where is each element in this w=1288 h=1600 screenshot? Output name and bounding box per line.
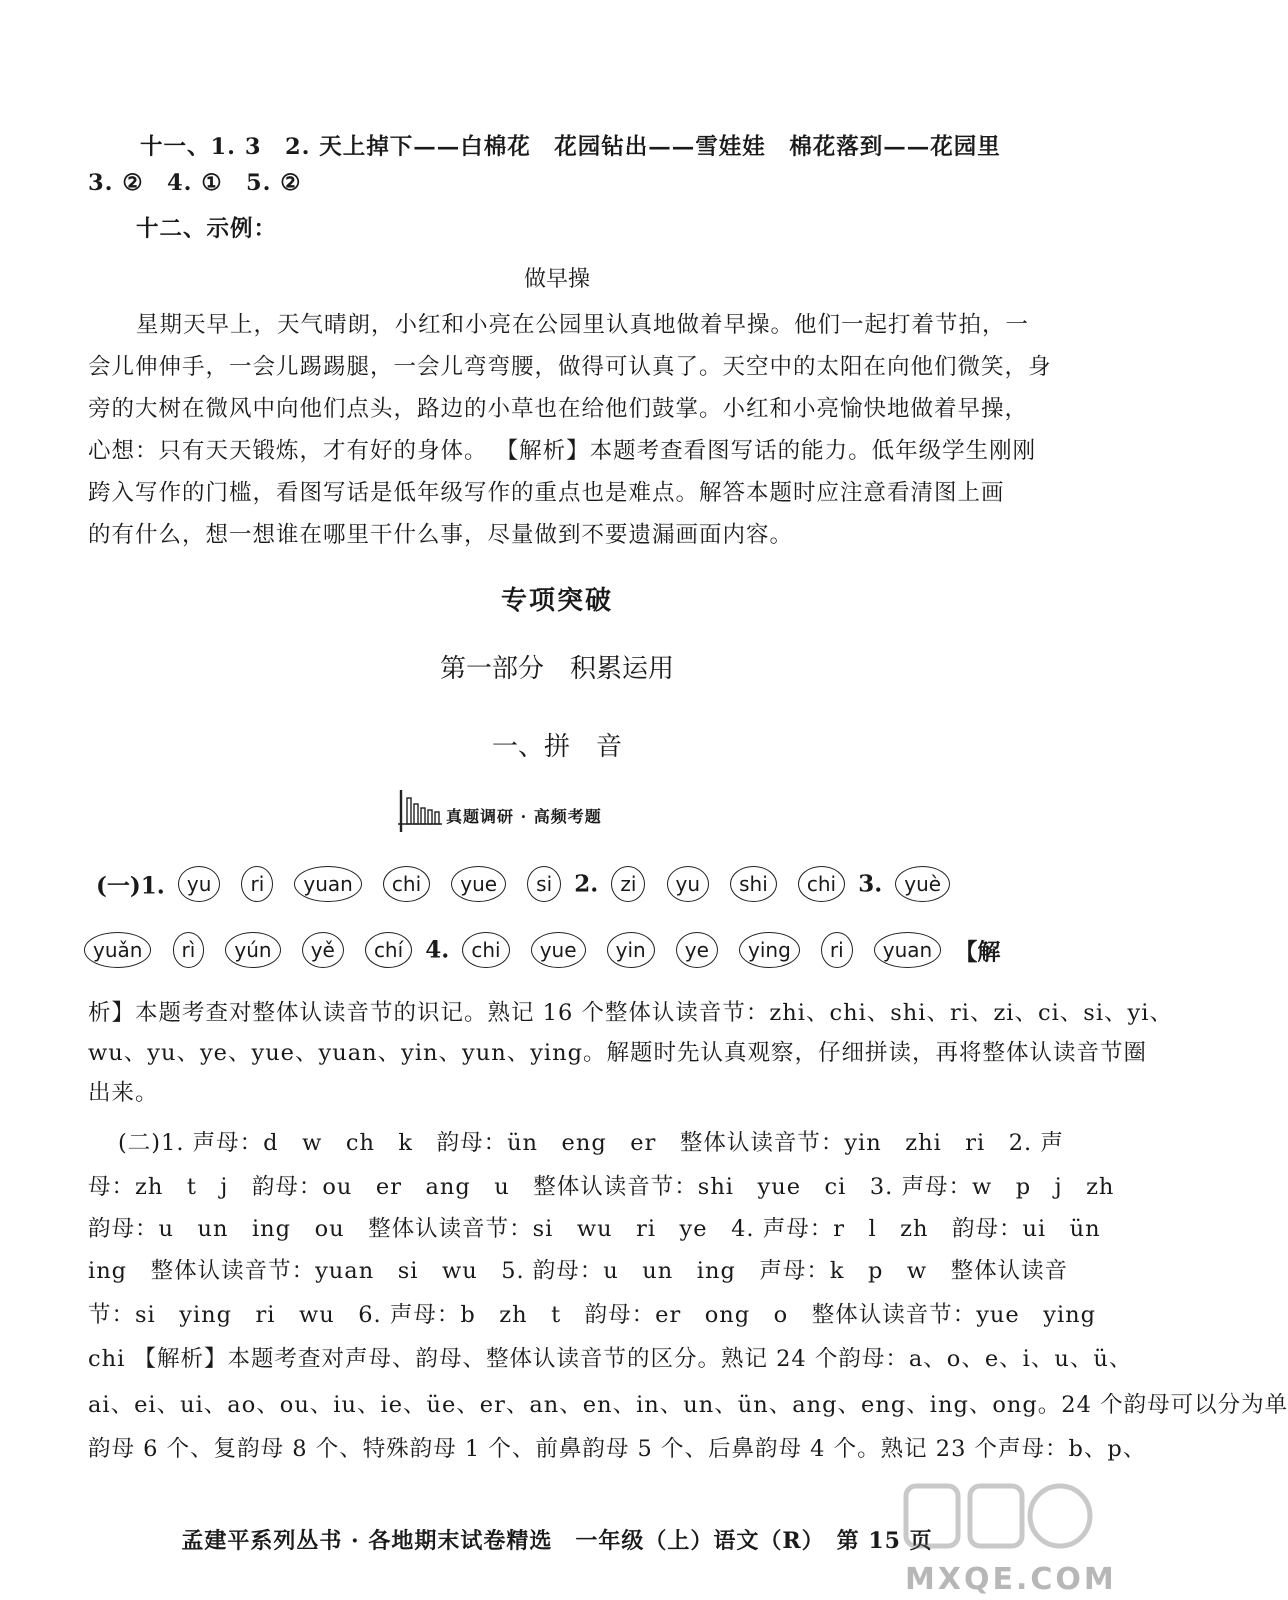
explain2-line: ai、ei、ui、ao、ou、iu、ie、üe、er、an、en、in、un、ün、ang、eng、ing、ong。24 个韵母可以分为单 — [88, 1392, 1288, 1418]
circled-syllable: yuǎn — [84, 932, 151, 968]
circled-syllable: si — [527, 866, 561, 902]
circled-syllable: ye — [676, 932, 718, 968]
circled-syllable: yuè — [895, 866, 950, 902]
explain-line: 析】本题考查对整体认读音节的识记。熟记 16 个整体认读音节：zhi、chi、shi、ri、zi、ci、si、yi、 — [88, 1000, 1173, 1026]
question-label: 4. — [425, 936, 450, 964]
circled-syllable: yu — [178, 866, 221, 902]
essay-line: 旁的大树在微风中向他们点头，路边的小草也在给他们鼓掌。小红和小亮愉快地做着早操， — [88, 396, 1029, 422]
circled-syllable: yún — [225, 932, 280, 968]
circled-syllable: ying — [739, 932, 800, 968]
circled-syllable: rì — [173, 932, 205, 968]
essay-line: 跨入写作的门槛，看图写话是低年级写作的重点也是难点。解答本题时应注意看清图上画 — [88, 480, 1005, 506]
chapter-heading: 一、拼 音 — [491, 732, 622, 762]
explain2-line: 节：si ying ri wu 6. 声母：b zh t 韵母：er ong o 整体认读音节：yue ying — [88, 1302, 1097, 1328]
explain-line: wu、yu、ye、yue、yuan、yin、yun、ying。解题时先认真观察，仔细拼读，再将整体认读音节圈 — [88, 1040, 1147, 1066]
essay-line: 会儿伸伸手，一会儿踢踢腿，一会儿弯弯腰，做得可认真了。天空中的太阳在向他们微笑，身 — [88, 354, 1052, 380]
part-heading: 第一部分 积累运用 — [439, 654, 674, 684]
circled-syllable: yue — [451, 866, 506, 902]
circled-syllable: yuan — [294, 866, 361, 902]
question-label: (一)1. — [96, 872, 165, 900]
circled-syllable: ri — [821, 932, 853, 968]
explain2-line: 母：zh t j 韵母：ou er ang u 整体认读音节：shi yue ci 3. 声母：w p j zh — [88, 1174, 1115, 1200]
answer-line-12: 十二、示例： — [136, 216, 278, 242]
analysis-tag: 【解 — [954, 938, 1001, 966]
question-label: 3. — [858, 870, 883, 898]
circled-syllable: chi — [798, 866, 845, 902]
section-heading: 专项突破 — [500, 586, 613, 616]
circled-syllable: ri — [241, 866, 273, 902]
circled-syllable: chi — [462, 932, 509, 968]
explain2-line: chi 【解析】本题考查对声母、韵母、整体认读音节的区分。熟记 24 个韵母：a、o、e、i、u、ü、 — [88, 1346, 1133, 1372]
page-footer: 孟建平系列丛书 · 各地期末试卷精选 一年级（上）语文（R） 第 15 页 — [181, 1528, 933, 1554]
explain2-line: 韵母 6 个、复韵母 8 个、特殊韵母 1 个、前鼻韵母 5 个、后鼻韵母 4 个。熟记 23 个声母：b、p、 — [88, 1436, 1147, 1462]
answer-line-11: 十一、1. 3 2. 天上掉下——白棉花 花园钻出——雪娃娃 棉花落到——花园里 — [140, 134, 1001, 160]
essay-line: 星期天早上，天气晴朗，小红和小亮在公园里认真地做着早操。他们一起打着节拍，一 — [136, 312, 1030, 338]
circled-syllable: yě — [302, 932, 344, 968]
pinyin-row-1 — [96, 866, 958, 902]
circled-syllable: shi — [730, 866, 777, 902]
explain-line: 出来。 — [88, 1080, 159, 1106]
bar-chart-icon — [398, 790, 442, 832]
circled-syllable: yuan — [874, 932, 941, 968]
circled-syllable: chí — [365, 932, 412, 968]
circled-syllable: yue — [531, 932, 586, 968]
circled-syllable: chi — [383, 866, 430, 902]
answer-line-11-cont: 3. ② 4. ① 5. ② — [88, 170, 302, 196]
circled-syllable: yu — [667, 866, 710, 902]
essay-title: 做早操 — [523, 267, 590, 292]
watermark-text: MXQE.COM — [905, 1562, 1117, 1597]
circled-syllable: zi — [611, 866, 645, 902]
question-label: 2. — [574, 870, 599, 898]
banner-label: 真题调研 · 高频考题 — [446, 807, 602, 826]
pinyin-row-2 — [76, 932, 1000, 968]
explain2-line: 韵母：u un ing ou 整体认读音节：si wu ri ye 4. 声母：r l zh 韵母：ui ün — [88, 1216, 1101, 1242]
essay-line: 心想：只有天天锻炼，才有好的身体。 【解析】本题考查看图写话的能力。低年级学生刚刚 — [88, 438, 1037, 464]
circled-syllable: yin — [607, 932, 655, 968]
explain2-line: ing 整体认读音节：yuan si wu 5. 韵母：u un ing 声母：k p w 整体认读音 — [88, 1258, 1069, 1284]
essay-line: 的有什么，想一想谁在哪里干什么事，尽量做到不要遗漏画面内容。 — [88, 522, 794, 548]
explain2-line: (二)1. 声母：d w ch k 韵母：ün eng er 整体认读音节：yin zhi ri 2. 声 — [118, 1130, 1064, 1156]
